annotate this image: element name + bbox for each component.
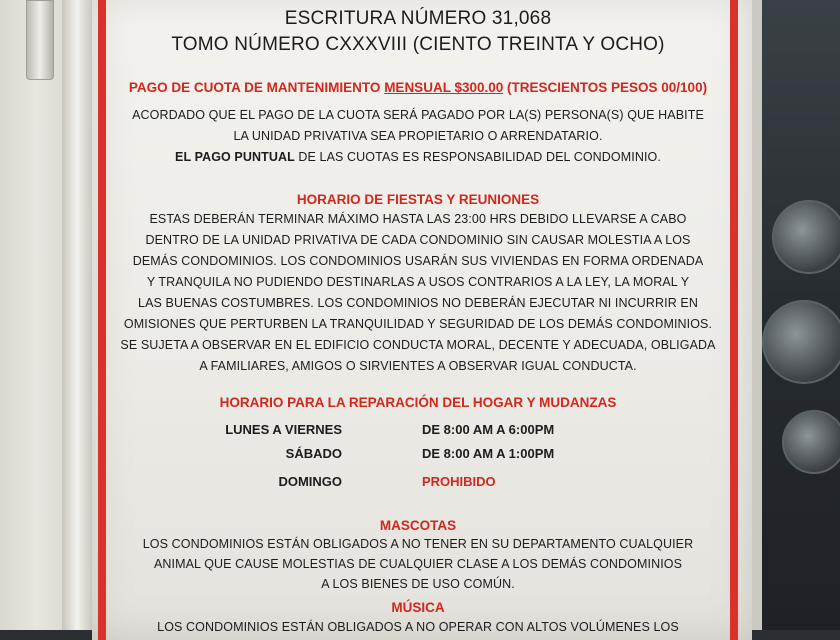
parties-line: Y TRANQUILA NO PUDIENDO DESTINARLAS A USOS CONTRARIOS A LA LEY, LA MORAL Y — [146, 275, 690, 289]
fee-title-c: (TRESCIENTOS PESOS 00/100) — [503, 80, 708, 95]
deed-number: ESCRITURA NÚMERO 31,068 — [284, 8, 552, 29]
poster-border-left — [98, 0, 106, 640]
schedule-hours: DE 8:00 AM A 6:00PM — [422, 422, 555, 437]
meter-dial — [762, 300, 840, 384]
fee-title — [114, 80, 722, 95]
music-title: MÚSICA — [391, 600, 445, 615]
meter-dial — [772, 200, 840, 274]
door-hinge — [26, 0, 54, 80]
poster-border-right — [730, 0, 738, 640]
meter-dial — [782, 410, 840, 474]
parties-line: SE SUJETA A OBSERVAR EN EL EDIFICIO CONDUCTA MORAL, DECENTE Y ADECUADA, OBLIGADA — [120, 338, 716, 352]
parties-line: ESTAS DEBERÁN TERMINAR MÁXIMO HASTA LAS 23:00 HRS DEBIDO LLEVARSE A CABO — [149, 212, 687, 226]
fee-line-last — [114, 150, 722, 164]
fee-punctual-bold: EL PAGO PUNTUAL — [175, 150, 295, 164]
pets-line: A LOS BIENES DE USO COMÚN. — [321, 577, 515, 591]
schedule-hours: DE 8:00 AM A 1:00PM — [422, 446, 555, 461]
fee-title-a: PAGO DE CUOTA DE MANTENIMIENTO — [128, 80, 385, 95]
poster-content — [114, 0, 722, 640]
fee-title-amount: MENSUAL $300.00 — [384, 80, 504, 95]
fee-line: ACORDADO QUE EL PAGO DE LA CUOTA SERÁ PAGADO POR LA(S) PERSONA(S) QUE HABITE — [132, 108, 704, 122]
volume-number: TOMO NÚMERO CXXXVIII (CIENTO TREINTA Y OCHO) — [171, 34, 665, 55]
condominium-rules-poster — [92, 0, 752, 640]
parties-line: LAS BUENAS COSTUMBRES. LOS CONDOMINIOS NO DEBERÁN EJECUTAR NI INCURRIR EN — [138, 296, 698, 310]
fee-punctual-rest: DE LAS CUOTAS ES RESPONSABILIDAD DEL CONDOMINIO. — [294, 150, 661, 164]
parties-title: HORARIO DE FIESTAS Y REUNIONES — [296, 192, 540, 207]
parties-line: DEMÁS CONDOMINIOS. LOS CONDOMINIOS USARÁN SUS VIVIENDAS EN FORMA ORDENADA — [132, 254, 704, 268]
repairs-title: HORARIO PARA LA REPARACIÓN DEL HOGAR Y MUDANZAS — [219, 395, 617, 410]
pets-title: MASCOTAS — [379, 518, 457, 533]
schedule-hours-prohibited: PROHIBIDO — [422, 474, 496, 489]
schedule-day: LUNES A VIERNES — [225, 422, 342, 437]
parties-line: OMISIONES QUE PERTURBEN LA TRANQUILIDAD Y SEGURIDAD DE LOS DEMÁS CONDOMINIOS. — [123, 317, 713, 331]
parties-line: DENTRO DE LA UNIDAD PRIVATIVA DE CADA CONDOMINIO SIN CAUSAR MOLESTIA A LOS — [145, 233, 691, 247]
parties-line: A FAMILIARES, AMIGOS O SIRVIENTES A OBSERVAR IGUAL CONDUCTA. — [199, 359, 637, 373]
schedule-day: DOMINGO — [278, 474, 342, 489]
door-frame — [62, 0, 92, 630]
fee-line: LA UNIDAD PRIVATIVA SEA PROPIETARIO O ARRENDATARIO. — [233, 129, 603, 143]
pets-line: LOS CONDOMINIOS ESTÁN OBLIGADOS A NO TENER EN SU DEPARTAMENTO CUALQUIER — [142, 537, 694, 551]
pets-line: ANIMAL QUE CAUSE MOLESTIAS DE CUALQUIER CLASE A LOS DEMÁS CONDOMINIOS — [153, 557, 683, 571]
schedule-day: SÁBADO — [285, 446, 342, 461]
music-line-partial: LOS CONDOMINIOS ESTÁN OBLIGADOS A NO OPERAR CON ALTOS VOLÚMENES LOS — [157, 620, 679, 634]
electric-meters-background — [752, 0, 840, 630]
